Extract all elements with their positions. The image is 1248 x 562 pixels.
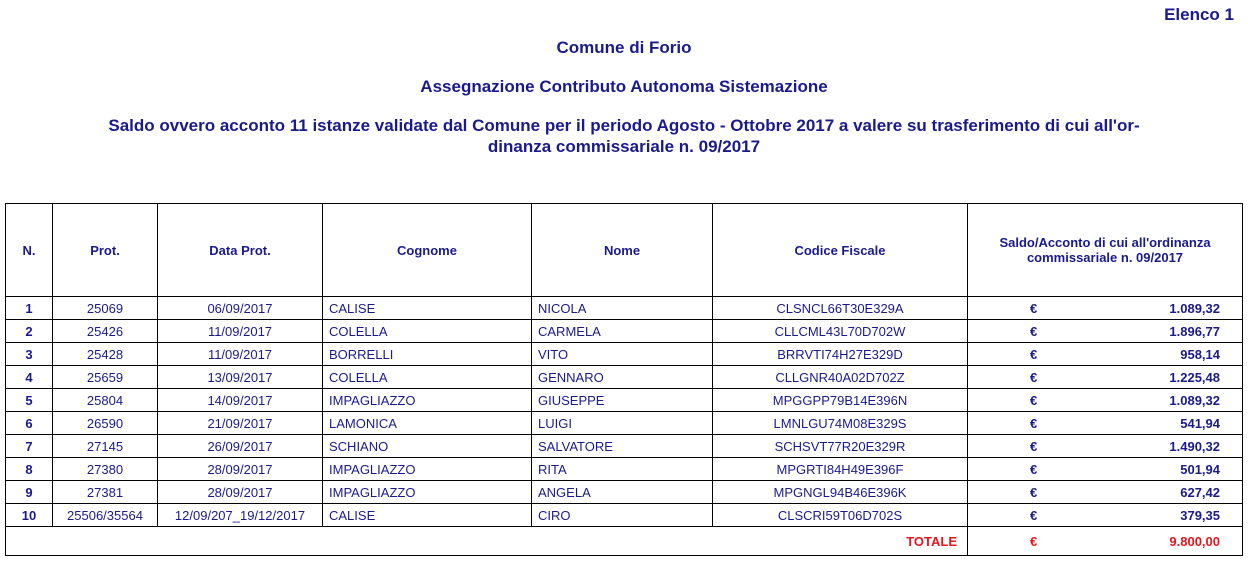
row-cognome: LAMONICA [323,412,532,435]
row-prot: 25428 [53,343,158,366]
saldo-title-line2: dinanza commissariale n. 09/2017 [487,137,761,156]
row-cognome: IMPAGLIAZZO [323,389,532,412]
row-data-prot: 12/09/207_19/12/2017 [158,504,323,527]
row-cognome: BORRELLI [323,343,532,366]
row-number: 7 [6,435,53,458]
row-cognome: IMPAGLIAZZO [323,458,532,481]
total-spacer [6,527,713,556]
row-amount: 379,35 [1180,507,1220,523]
table-row [6,412,1243,435]
row-amount: 1.089,32 [1169,300,1220,316]
row-currency: € [1030,300,1038,316]
col-saldo-line2: commissariale n. 09/2017 [1026,250,1184,265]
row-number: 5 [6,389,53,412]
row-cognome: CALISE [323,297,532,320]
col-n: N. [6,204,53,297]
row-prot: 27381 [53,481,158,504]
row-cognome: CALISE [323,504,532,527]
row-prot: 25804 [53,389,158,412]
row-number: 2 [6,320,53,343]
row-codice-fiscale: CLSNCL66T30E329A [713,297,968,320]
row-data-prot: 06/09/2017 [158,297,323,320]
row-prot: 25659 [53,366,158,389]
row-amount-cell [968,343,1243,366]
col-prot: Prot. [53,204,158,297]
row-codice-fiscale: CLSCRI59T06D702S [713,504,968,527]
document-label: Elenco 1 [1164,5,1234,24]
row-codice-fiscale: BRRVTI74H27E329D [713,343,968,366]
row-nome: SALVATORE [532,435,713,458]
saldo-title [10,115,1238,157]
table-row [6,504,1243,527]
row-nome: NICOLA [532,297,713,320]
assegnazione-title: Assegnazione Contributo Autonoma Sistemazione [420,77,828,96]
row-currency: € [1030,323,1038,339]
row-data-prot: 14/09/2017 [158,389,323,412]
col-saldo-line1: Saldo/Acconto di cui all'ordinanza [999,235,1211,250]
row-number: 4 [6,366,53,389]
row-prot: 26590 [53,412,158,435]
table-row [6,458,1243,481]
row-codice-fiscale: MPGGPP79B14E396N [713,389,968,412]
row-currency: € [1030,415,1038,431]
row-nome: LUIGI [532,412,713,435]
row-currency: € [1030,438,1038,454]
table-row [6,320,1243,343]
col-codice-fiscale: Codice Fiscale [713,204,968,297]
row-nome: VITO [532,343,713,366]
row-number: 6 [6,412,53,435]
row-amount: 501,94 [1180,461,1220,477]
row-nome: ANGELA [532,481,713,504]
row-prot: 27145 [53,435,158,458]
col-nome: Nome [532,204,713,297]
row-data-prot: 11/09/2017 [158,343,323,366]
row-cognome: SCHIANO [323,435,532,458]
col-data-prot: Data Prot. [158,204,323,297]
row-currency: € [1030,369,1038,385]
row-prot: 25506/35564 [53,504,158,527]
row-currency: € [1030,346,1038,362]
contributi-table [5,203,1243,556]
row-cognome: COLELLA [323,366,532,389]
row-nome: CIRO [532,504,713,527]
row-amount: 958,14 [1180,346,1220,362]
row-amount-cell [968,481,1243,504]
row-nome: RITA [532,458,713,481]
total-label: TOTALE [713,527,968,556]
row-codice-fiscale: CLLGNR40A02D702Z [713,366,968,389]
table-row [6,389,1243,412]
row-currency: € [1030,484,1038,500]
row-amount: 541,94 [1180,415,1220,431]
row-data-prot: 13/09/2017 [158,366,323,389]
table-row [6,297,1243,320]
row-cognome: IMPAGLIAZZO [323,481,532,504]
col-cognome: Cognome [323,204,532,297]
row-amount-cell [968,458,1243,481]
table-row [6,343,1243,366]
row-amount: 1.490,32 [1169,438,1220,454]
row-codice-fiscale: SCHSVT77R20E329R [713,435,968,458]
total-row [6,527,1243,556]
row-number: 3 [6,343,53,366]
row-amount: 1.896,77 [1169,323,1220,339]
row-amount-cell [968,320,1243,343]
row-nome: GENNARO [532,366,713,389]
row-data-prot: 28/09/2017 [158,481,323,504]
row-cognome: COLELLA [323,320,532,343]
table-row [6,366,1243,389]
col-saldo [968,204,1243,297]
row-nome: GIUSEPPE [532,389,713,412]
row-prot: 27380 [53,458,158,481]
row-prot: 25069 [53,297,158,320]
row-amount-cell [968,297,1243,320]
row-data-prot: 28/09/2017 [158,458,323,481]
row-data-prot: 11/09/2017 [158,320,323,343]
row-amount-cell [968,435,1243,458]
row-prot: 25426 [53,320,158,343]
row-codice-fiscale: MPGNGL94B46E396K [713,481,968,504]
row-data-prot: 26/09/2017 [158,435,323,458]
row-amount: 627,42 [1180,484,1220,500]
row-codice-fiscale: CLLCML43L70D702W [713,320,968,343]
row-amount: 1.225,48 [1169,369,1220,385]
row-currency: € [1030,507,1038,523]
comune-title: Comune di Forio [556,38,692,57]
table-row [6,435,1243,458]
row-number: 9 [6,481,53,504]
row-amount: 1.089,32 [1169,392,1220,408]
row-number: 1 [6,297,53,320]
table-header-row [6,204,1243,297]
row-currency: € [1030,392,1038,408]
saldo-title-line1: Saldo ovvero acconto 11 istanze validate dal Comune per il periodo Agosto - Ottobre 2017 a valere su trasferimento di cui all'or- [108,116,1140,135]
row-currency: € [1030,461,1038,477]
row-codice-fiscale: MPGRTI84H49E396F [713,458,968,481]
total-amount: 9.800,00 [1169,533,1220,549]
row-codice-fiscale: LMNLGU74M08E329S [713,412,968,435]
row-amount-cell [968,366,1243,389]
row-data-prot: 21/09/2017 [158,412,323,435]
row-number: 8 [6,458,53,481]
row-amount-cell [968,504,1243,527]
row-amount-cell [968,412,1243,435]
total-currency: € [1030,533,1038,549]
row-number: 10 [6,504,53,527]
total-amount-cell [968,527,1243,556]
row-amount-cell [968,389,1243,412]
row-nome: CARMELA [532,320,713,343]
table-row [6,481,1243,504]
